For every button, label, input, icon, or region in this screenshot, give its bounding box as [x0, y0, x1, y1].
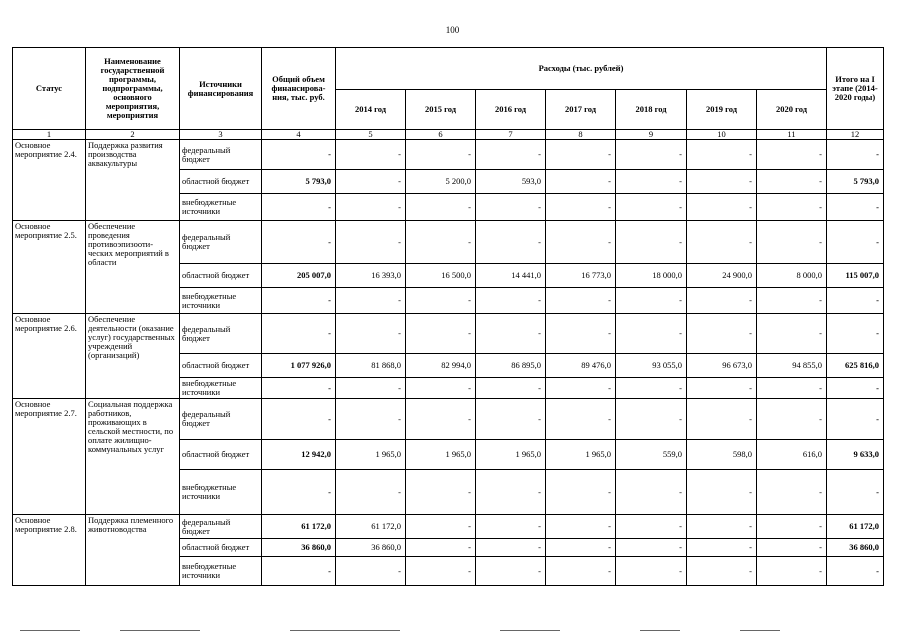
- year-value-cell: -: [336, 378, 406, 399]
- year-value-cell: -: [616, 170, 687, 194]
- year-value-cell: -: [476, 288, 546, 314]
- year-value-cell: -: [476, 221, 546, 264]
- total-volume-cell: -: [262, 314, 336, 354]
- year-value-cell: -: [687, 194, 757, 221]
- year-value-cell: -: [546, 314, 616, 354]
- year-value-cell: -: [616, 399, 687, 440]
- year-value-cell: -: [476, 539, 546, 557]
- year-value-cell: -: [616, 515, 687, 539]
- year-value-cell: -: [546, 170, 616, 194]
- stage-total-cell: -: [827, 221, 884, 264]
- year-value-cell: -: [476, 557, 546, 586]
- status-cell: Основное мероприятие 2.8.: [13, 515, 86, 586]
- funding-source-cell: федеральный бюджет: [180, 221, 262, 264]
- year-value-cell: 36 860,0: [336, 539, 406, 557]
- year-value-cell: 24 900,0: [687, 264, 757, 288]
- column-number: 10: [687, 130, 757, 140]
- year-value-cell: -: [476, 470, 546, 515]
- measure-name-cell: Поддержка племенного животноводства: [86, 515, 180, 586]
- year-value-cell: -: [336, 399, 406, 440]
- year-value-cell: 93 055,0: [616, 354, 687, 378]
- year-value-cell: -: [546, 539, 616, 557]
- funding-source-cell: областной бюджет: [180, 539, 262, 557]
- year-value-cell: -: [546, 557, 616, 586]
- year-value-cell: 593,0: [476, 170, 546, 194]
- stage-total-cell: 5 793,0: [827, 170, 884, 194]
- stage-total-cell: -: [827, 399, 884, 440]
- year-value-cell: 16 500,0: [406, 264, 476, 288]
- year-value-cell: 616,0: [757, 440, 827, 470]
- year-value-cell: -: [757, 221, 827, 264]
- year-value-cell: 89 476,0: [546, 354, 616, 378]
- table-row: [13, 140, 884, 170]
- budget-table: [12, 47, 884, 586]
- year-value-cell: -: [757, 399, 827, 440]
- funding-source-cell: внебюджетные источники: [180, 557, 262, 586]
- column-number: 5: [336, 130, 406, 140]
- column-number: 11: [757, 130, 827, 140]
- year-value-cell: 14 441,0: [476, 264, 546, 288]
- year-value-cell: -: [406, 221, 476, 264]
- funding-source-cell: внебюджетные источники: [180, 194, 262, 221]
- year-value-cell: -: [757, 470, 827, 515]
- header-year: 2017 год: [546, 90, 616, 130]
- page-number: 100: [445, 25, 460, 35]
- funding-source-cell: федеральный бюджет: [180, 515, 262, 539]
- year-value-cell: -: [616, 194, 687, 221]
- year-value-cell: -: [476, 378, 546, 399]
- year-value-cell: -: [616, 221, 687, 264]
- total-volume-cell: -: [262, 557, 336, 586]
- header-year: 2015 год: [406, 90, 476, 130]
- year-value-cell: 5 200,0: [406, 170, 476, 194]
- year-value-cell: -: [687, 140, 757, 170]
- year-value-cell: -: [757, 378, 827, 399]
- stage-total-cell: 9 633,0: [827, 440, 884, 470]
- measure-name-cell: Социальная поддержка работников, проживающих в сельской местности, по оплате жилищно-коммунальных услуг: [86, 399, 180, 515]
- year-value-cell: -: [546, 194, 616, 221]
- column-number: 8: [546, 130, 616, 140]
- status-cell: Основное мероприятие 2.5.: [13, 221, 86, 314]
- year-value-cell: -: [336, 557, 406, 586]
- year-value-cell: -: [406, 557, 476, 586]
- scan-edge: [0, 630, 905, 632]
- year-value-cell: 82 994,0: [406, 354, 476, 378]
- header-name: Наименование государственной программы, подпрограммы, основного мероприятия, мероприятия: [86, 48, 180, 130]
- stage-total-cell: -: [827, 378, 884, 399]
- year-value-cell: -: [687, 314, 757, 354]
- year-value-cell: -: [546, 378, 616, 399]
- year-value-cell: -: [406, 378, 476, 399]
- stage-total-cell: -: [827, 470, 884, 515]
- stage-total-cell: -: [827, 140, 884, 170]
- year-value-cell: -: [476, 194, 546, 221]
- table-body: [13, 140, 884, 586]
- year-value-cell: -: [757, 557, 827, 586]
- header-year: 2019 год: [687, 90, 757, 130]
- year-value-cell: 16 393,0: [336, 264, 406, 288]
- funding-source-cell: областной бюджет: [180, 264, 262, 288]
- year-value-cell: -: [336, 314, 406, 354]
- header-year: 2014 год: [336, 90, 406, 130]
- year-value-cell: 559,0: [616, 440, 687, 470]
- stage-total-cell: 625 816,0: [827, 354, 884, 378]
- total-volume-cell: -: [262, 194, 336, 221]
- header-sources: Источники финансирования: [180, 48, 262, 130]
- column-number: 7: [476, 130, 546, 140]
- year-value-cell: 18 000,0: [616, 264, 687, 288]
- total-volume-cell: -: [262, 470, 336, 515]
- year-value-cell: -: [757, 539, 827, 557]
- funding-source-cell: федеральный бюджет: [180, 314, 262, 354]
- status-cell: Основное мероприятие 2.4.: [13, 140, 86, 221]
- year-value-cell: -: [476, 399, 546, 440]
- year-value-cell: -: [616, 539, 687, 557]
- table-header: [13, 48, 884, 140]
- column-number: 3: [180, 130, 262, 140]
- year-value-cell: -: [687, 170, 757, 194]
- table-row: [13, 314, 884, 354]
- year-value-cell: -: [757, 140, 827, 170]
- stage-total-cell: -: [827, 288, 884, 314]
- year-value-cell: -: [757, 170, 827, 194]
- total-volume-cell: 1 077 926,0: [262, 354, 336, 378]
- funding-source-cell: федеральный бюджет: [180, 399, 262, 440]
- year-value-cell: -: [336, 194, 406, 221]
- funding-source-cell: областной бюджет: [180, 170, 262, 194]
- total-volume-cell: 36 860,0: [262, 539, 336, 557]
- year-value-cell: -: [336, 288, 406, 314]
- status-cell: Основное мероприятие 2.7.: [13, 399, 86, 515]
- year-value-cell: 1 965,0: [406, 440, 476, 470]
- year-value-cell: -: [687, 515, 757, 539]
- table-row: [13, 515, 884, 539]
- year-value-cell: -: [616, 314, 687, 354]
- year-value-cell: -: [546, 221, 616, 264]
- column-number-row: [13, 130, 884, 140]
- year-value-cell: -: [687, 378, 757, 399]
- header-total-volume: Общий объем финансирова-ния, тыс. руб.: [262, 48, 336, 130]
- year-value-cell: -: [616, 288, 687, 314]
- measure-name-cell: Обеспечение деятельности (оказание услуг) государственных учреждений (организаций): [86, 314, 180, 399]
- stage-total-cell: -: [827, 314, 884, 354]
- year-value-cell: -: [406, 194, 476, 221]
- year-value-cell: -: [406, 539, 476, 557]
- year-value-cell: -: [406, 399, 476, 440]
- year-value-cell: 81 868,0: [336, 354, 406, 378]
- header-year: 2018 год: [616, 90, 687, 130]
- year-value-cell: 8 000,0: [757, 264, 827, 288]
- year-value-cell: 16 773,0: [546, 264, 616, 288]
- header-status: Статус: [13, 48, 86, 130]
- year-value-cell: -: [687, 221, 757, 264]
- year-value-cell: 1 965,0: [476, 440, 546, 470]
- year-value-cell: -: [616, 378, 687, 399]
- total-volume-cell: -: [262, 221, 336, 264]
- year-value-cell: -: [687, 557, 757, 586]
- header-year: 2020 год: [757, 90, 827, 130]
- stage-total-cell: -: [827, 557, 884, 586]
- year-value-cell: -: [336, 470, 406, 515]
- year-value-cell: -: [336, 140, 406, 170]
- stage-total-cell: 61 172,0: [827, 515, 884, 539]
- table-row: [13, 221, 884, 264]
- year-value-cell: -: [757, 194, 827, 221]
- year-value-cell: -: [406, 470, 476, 515]
- status-cell: Основное мероприятие 2.6.: [13, 314, 86, 399]
- column-number: 9: [616, 130, 687, 140]
- year-value-cell: -: [406, 140, 476, 170]
- total-volume-cell: 205 007,0: [262, 264, 336, 288]
- total-volume-cell: 12 942,0: [262, 440, 336, 470]
- year-value-cell: -: [406, 288, 476, 314]
- measure-name-cell: Поддержка развития производства аквакультуры: [86, 140, 180, 221]
- year-value-cell: -: [757, 515, 827, 539]
- year-value-cell: 94 855,0: [757, 354, 827, 378]
- header-year: 2016 год: [476, 90, 546, 130]
- year-value-cell: -: [757, 288, 827, 314]
- year-value-cell: -: [406, 314, 476, 354]
- stage-total-cell: -: [827, 194, 884, 221]
- year-value-cell: 61 172,0: [336, 515, 406, 539]
- funding-source-cell: внебюджетные источники: [180, 378, 262, 399]
- year-value-cell: -: [546, 288, 616, 314]
- column-number: 2: [86, 130, 180, 140]
- year-value-cell: 96 673,0: [687, 354, 757, 378]
- total-volume-cell: -: [262, 140, 336, 170]
- total-volume-cell: 61 172,0: [262, 515, 336, 539]
- funding-source-cell: областной бюджет: [180, 354, 262, 378]
- column-number: 4: [262, 130, 336, 140]
- year-value-cell: -: [546, 140, 616, 170]
- table-row: [13, 399, 884, 440]
- year-value-cell: -: [546, 470, 616, 515]
- year-value-cell: -: [687, 470, 757, 515]
- funding-source-cell: федеральный бюджет: [180, 140, 262, 170]
- year-value-cell: 1 965,0: [336, 440, 406, 470]
- column-number: 6: [406, 130, 476, 140]
- year-value-cell: -: [336, 221, 406, 264]
- funding-source-cell: внебюджетные источники: [180, 288, 262, 314]
- year-value-cell: -: [757, 314, 827, 354]
- measure-name-cell: Обеспечение проведения противоэпизооти-ческих мероприятий в области: [86, 221, 180, 314]
- year-value-cell: -: [687, 399, 757, 440]
- year-value-cell: 1 965,0: [546, 440, 616, 470]
- total-volume-cell: -: [262, 399, 336, 440]
- header-stage-total: Итого на I этапе (2014-2020 годы): [827, 48, 884, 130]
- year-value-cell: 86 895,0: [476, 354, 546, 378]
- total-volume-cell: -: [262, 288, 336, 314]
- year-value-cell: -: [406, 515, 476, 539]
- column-number: 12: [827, 130, 884, 140]
- year-value-cell: -: [687, 288, 757, 314]
- year-value-cell: -: [687, 539, 757, 557]
- funding-source-cell: внебюджетные источники: [180, 470, 262, 515]
- year-value-cell: -: [616, 470, 687, 515]
- column-number: 1: [13, 130, 86, 140]
- stage-total-cell: 115 007,0: [827, 264, 884, 288]
- year-value-cell: -: [336, 170, 406, 194]
- year-value-cell: -: [476, 140, 546, 170]
- year-value-cell: 598,0: [687, 440, 757, 470]
- year-value-cell: -: [476, 314, 546, 354]
- funding-source-cell: областной бюджет: [180, 440, 262, 470]
- year-value-cell: -: [546, 515, 616, 539]
- year-value-cell: -: [616, 557, 687, 586]
- year-value-cell: -: [476, 515, 546, 539]
- stage-total-cell: 36 860,0: [827, 539, 884, 557]
- header-expenses: Расходы (тыс. рублей): [336, 48, 827, 90]
- total-volume-cell: -: [262, 378, 336, 399]
- total-volume-cell: 5 793,0: [262, 170, 336, 194]
- year-value-cell: -: [546, 399, 616, 440]
- year-value-cell: -: [616, 140, 687, 170]
